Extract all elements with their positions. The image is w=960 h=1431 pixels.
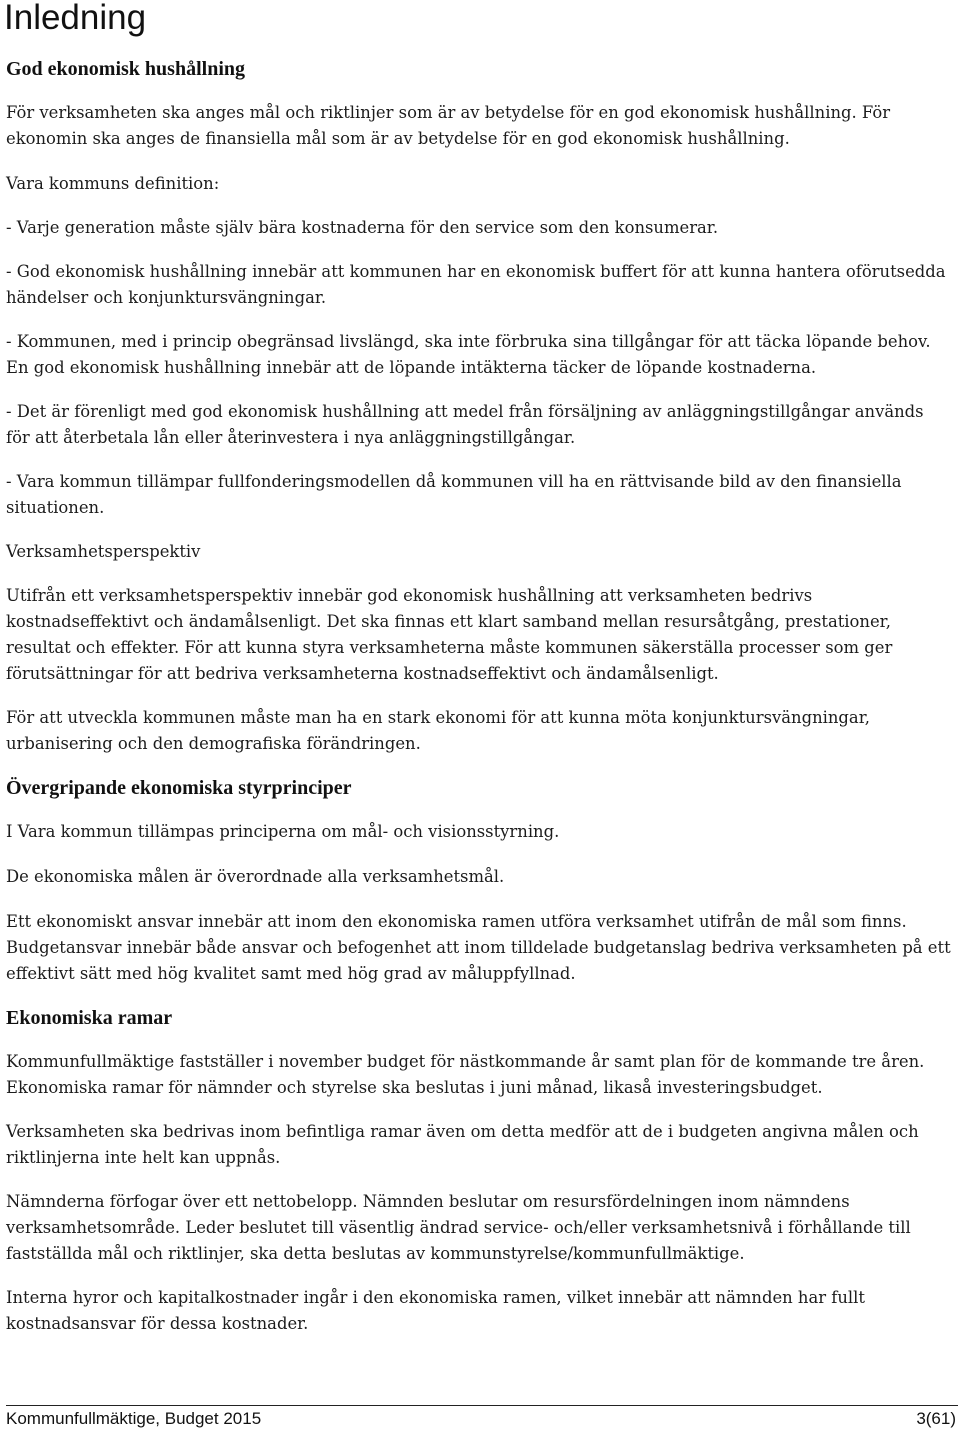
footer-document-title: Kommunfullmäktige, Budget 2015 (6, 1409, 262, 1428)
paragraph: För verksamheten ska anges mål och riktlinjer som är av betydelse för en god ekonomisk hushållning. För ekonomin ska anges de finansiella mål som är av betydelse för en god ekonomisk hushållning. (6, 103, 891, 148)
paragraph: Verksamheten ska bedrivas inom befintliga ramar även om detta medför att de i budgeten angivna målen och riktlinjerna inte helt kan uppnås. (6, 1122, 919, 1167)
list-item: - Vara kommun tillämpar fullfonderingsmodellen då kommunen vill ha en rättvisande bild av den finansiella situationen. (6, 472, 902, 517)
footer-divider (6, 1405, 958, 1406)
paragraph: Kommunfullmäktige fastställer i november budget för nästkommande år samt plan för de kommande tre åren. Ekonomiska ramar för nämnder och styrelse ska beslutas i juni månad, likaså investeringsbudget. (6, 1052, 925, 1097)
paragraph: De ekonomiska målen är överordnade alla verksamhetsmål. (6, 867, 505, 886)
paragraph: I Vara kommun tillämpas principerna om mål- och visionsstyrning. (6, 822, 560, 841)
paragraph: Ett ekonomiskt ansvar innebär att inom den ekonomiska ramen utföra verksamhet utifrån de mål som finns. Budgetansvar innebär både ansvar och befogenhet att inom tilldelade budgetanslag bedriva verksamheten på ett effektivt sätt med hög kvalitet samt med hög grad av måluppfyllnad. (6, 912, 951, 983)
subheading: Verksamhetsperspektiv (6, 542, 201, 561)
list-item: - Det är förenligt med god ekonomisk hushållning att medel från försäljning av anläggningstillgångar används för att återbetala lån eller återinvestera i nya anläggningstillgångar. (6, 402, 924, 447)
list-item: - Varje generation måste själv bära kostnaderna för den service som den konsumerar. (6, 218, 719, 237)
page-title: Inledning (4, 0, 147, 37)
document-body (6, 56, 952, 1337)
list-item: - Kommunen, med i princip obegränsad livslängd, ska inte förbruka sina tillgångar för att täcka löpande behov. En god ekonomisk hushållning innebär att de löpande intäkterna täcker de löpande kostnaderna. (6, 332, 931, 377)
section-heading-ramar: Ekonomiska ramar (6, 1007, 173, 1029)
paragraph: Vara kommuns definition: (6, 174, 220, 193)
section-heading-god-ekonomi: God ekonomisk hushållning (6, 58, 245, 80)
paragraph: Nämnderna förfogar över ett nettobelopp. Nämnden beslutar om resursfördelningen inom nämndens verksamhetsområde. Leder beslutet till väsentlig ändrad service- och/eller verksamhetsnivå i förhållande till fastställda mål och riktlinjer, ska detta beslutas av kommunstyrelse/kommunfullmäktige. (6, 1192, 911, 1263)
paragraph: För att utveckla kommunen måste man ha en stark ekonomi för att kunna möta konjunktursvängningar, urbanisering och den demografiska förändringen. (6, 708, 870, 753)
paragraph: Interna hyror och kapitalkostnader ingår i den ekonomiska ramen, vilket innebär att nämnden har fullt kostnadsansvar för dessa kostnader. (6, 1288, 865, 1333)
paragraph: Utifrån ett verksamhetsperspektiv innebär god ekonomisk hushållning att verksamheten bedrivs kostnadseffektivt och ändamålsenligt. Det ska finnas ett klart samband mellan resursåtgång, prestationer, resultat och effekter. För att kunna styra verksamheterna måste kommunen säkerställa processer som ger förutsättningar för att bedriva verksamheterna kostnadseffektivt och ändamålsenligt. (6, 586, 893, 683)
section-heading-styrprinciper: Övergripande ekonomiska styrprinciper (6, 777, 352, 799)
list-item: - God ekonomisk hushållning innebär att kommunen har en ekonomisk buffert för att kunna hantera oförutsedda händelser och konjunktursvängningar. (6, 262, 946, 307)
footer-page-number: 3(61) (916, 1409, 956, 1428)
